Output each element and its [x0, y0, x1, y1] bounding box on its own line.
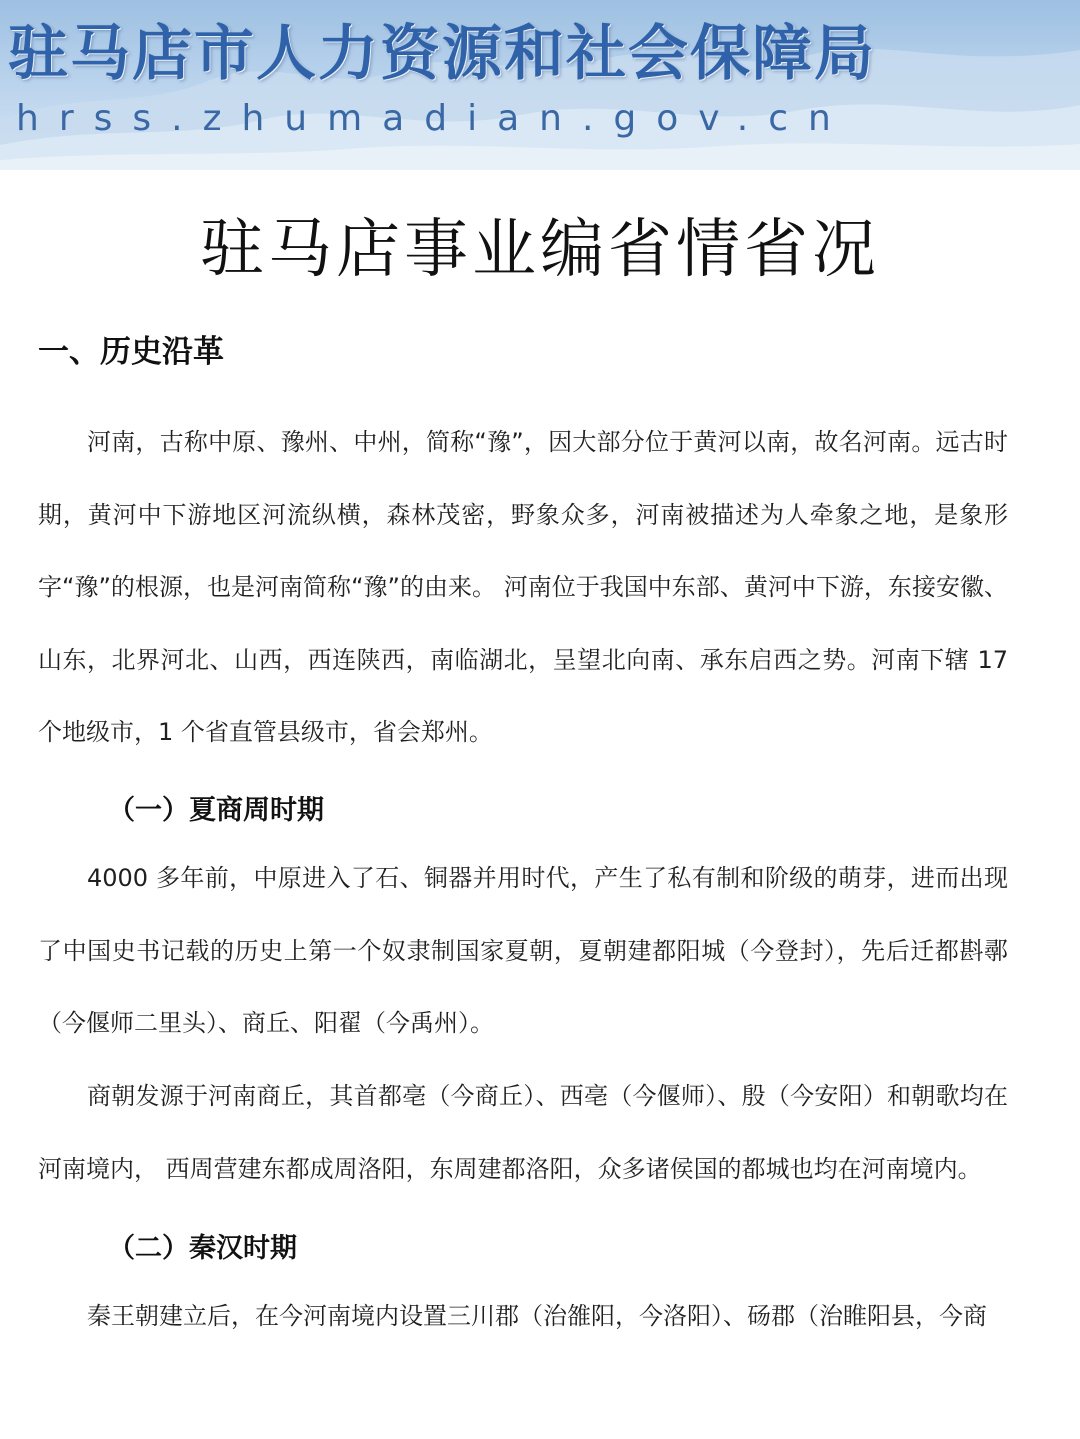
site-banner [0, 0, 1080, 170]
section-heading-history: 一、历史沿革 [38, 334, 224, 370]
agency-name: 驻马店市人力资源和社会保障局 [8, 19, 876, 89]
subsection-heading-xia-shang-zhou: （一）夏商周时期 [108, 795, 324, 826]
paragraph-qin-dynasty: 秦王朝建立后，在今河南境内设置三川郡（治雒阳，今洛阳）、砀郡（治睢阳县，今商 [87, 1302, 987, 1330]
site-url[interactable]: hrss.zhumadian.gov.cn [16, 98, 851, 139]
paragraph-xia-dynasty: 4000 多年前，中原进入了石、铜器并用时代，产生了私有制和阶级的萌芽，进而出现了中国史书记载的历史上第一个奴隶制国家夏朝，夏朝建都阳城（今登封），先后迁都斟鄩（今偃师二里头）、商丘、阳翟（今禹州）。 [38, 864, 1008, 1037]
document-title: 驻马店事业编省情省况 [200, 213, 880, 287]
subsection-heading-qin-han: （二）秦汉时期 [108, 1233, 297, 1264]
paragraph-shang-dynasty: 商朝发源于河南商丘，其首都亳（今商丘）、西亳（今偃师）、殷（今安阳）和朝歌均在河南境内， 西周营建东都成周洛阳，东周建都洛阳，众多诸侯国的都城也均在河南境内。 [38, 1082, 1008, 1183]
intro-paragraph: 河南，古称中原、豫州、中州，简称“豫”，因大部分位于黄河以南，故名河南。远古时期，黄河中下游地区河流纵横，森林茂密，野象众多，河南被描述为人牵象之地，是象形字“豫”的根源，也是河南简称“豫”的由来。 河南位于我国中东部、黄河中下游，东接安徽、山东，北界河北、山西，西连陕西，南临湖北，呈望北向南、承东启西之势。河南下辖 17 个地级市，1 个省直管县级市，省会郑州。 [38, 428, 1008, 746]
